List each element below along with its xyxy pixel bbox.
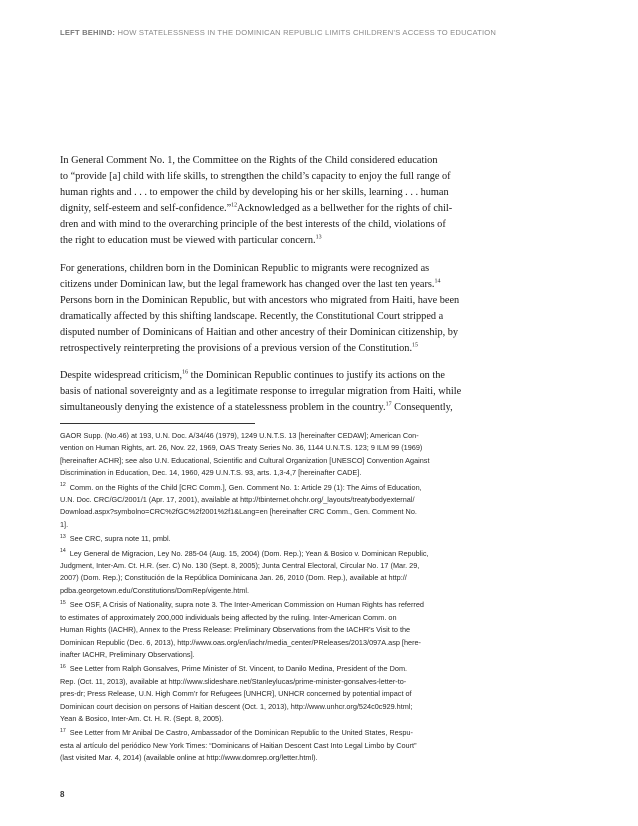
text-line [60,233,590,249]
footnote-line: to estimates of approximately 200,000 individuals being affected by the ruling. Inter-American Comm. on [60,612,397,622]
footnote-line: inafter IACHR, Preliminary Observations]. [60,649,195,659]
footnote-line: Dominican Republic (Dec. 6, 2013), http://www.oas.org/en/iachr/media_center/PReleases/2013/097A.asp [here- [60,637,421,647]
text-segment: citizens under Dominican law, but the legal framework has changed over the last ten years. [60,278,435,290]
footnote-number: 14 [60,548,66,555]
text-segment: the Dominican Republic continues to justify its actions on the [188,370,445,382]
paragraph-1 [60,153,590,250]
text-line: dramatically affected by this shifting landscape. Recently, the Constitutional Court stripped a [60,310,444,322]
text-line [60,277,590,293]
footnote-15 [60,599,590,661]
footnote-divider [60,423,255,424]
footnote-number: 12 [60,482,66,489]
footnote-line: U.N. Doc. CRC/GC/2001/1 (Apr. 17, 2001), available at http://tbinternet.ohchr.org/_layouts/treatybodyexternal/ [60,495,415,505]
footnote-line: esta al artículo del periódico New York Times: “Dominicans of Haitian Descent Cast Into Legal Limbo by Court” [60,740,417,750]
footnote-14 [60,548,590,598]
footnote-line [60,727,590,739]
text-line [60,368,590,384]
text-line [60,201,590,217]
text-line: dren and with mind to the overarching principle of the best interests of the child, violations of [60,219,446,231]
footnote-text: See Letter from Mr Anibal De Castro, Ambassador of the Dominican Republic to the United States, Respu- [69,728,413,738]
body-text [60,153,590,427]
text-line: human rights and . . . to empower the child by developing his or her skills, learning . . . human [60,187,449,199]
footnote-number: 13 [60,533,66,540]
footnote-ref: 12 [231,202,238,209]
footnote-line [60,482,590,494]
footnote-line: Judgment, Inter-Am. Ct. H.R. (ser. C) No. 130 (Sept. 8, 2005); Junta Central Electoral, Circular No. 17 (Mar. 29, [60,561,420,571]
text-segment: Acknowledged as a bellwether for the rights of chil- [237,203,453,215]
footnote-line: Rep. (Oct. 11, 2013), available at http://www.slideshare.net/Stanleylucas/prime-minister-gonsalves-letter-to- [60,676,407,686]
footnote-line [60,533,590,545]
text-line: disputed number of Dominicans of Haitian and other ancestry of their Dominican citizenship, by [60,326,459,338]
text-segment: retrospectively reinterpreting the provisions of a previous version of the Constitution. [60,343,413,355]
text-segment: Despite widespread criticism, [60,370,183,382]
text-line: Persons born in the Dominican Republic, but with ancestors who migrated from Haiti, have been [60,294,460,306]
running-header-title: HOW STATELESSNESS IN THE DOMINICAN REPUBLIC LIMITS CHILDREN’S ACCESS TO EDUCATION [115,28,497,37]
footnote-text: See Letter from Ralph Gonsalves, Prime Minister of St. Vincent, to Danilo Medina, President of the Dom. [69,664,408,674]
footnote-line: 1]. [60,519,69,529]
text-line: For generations, children born in the Dominican Republic to migrants were recognized as [60,262,430,274]
footnote-text: Ley General de Migracion, Ley No. 285-04 (Aug. 15, 2004) (Dom. Rep.); Yean & Bosico v. Dominican Republic, [69,548,429,558]
footnote-number: 16 [60,663,66,670]
footnote-line: Download.aspx?symbolno=CRC%2fGC%2f2001%2f1&Lang=en [hereinafter CRC Comm., Gen. Comment No. [60,507,417,517]
footnote-continuation [60,430,590,480]
footnote-text: See CRC, supra note 11, pmbl. [69,534,171,544]
footnote-line: [hereinafter ACHR]; see also U.N. Educational, Scientific and Cultural Organization [UNESCO] Convention Against [60,455,430,465]
footnote-line: Yean & Bosico, Inter-Am. Ct. H. R. (Sept. 8, 2005). [60,713,224,723]
text-line: basis of national sovereignty and as a legitimate response to irregular migration from Haiti, while [60,386,462,398]
footnote-line: 2007) (Dom. Rep.); Constitución de la República Dominicana Jan. 26, 2010 (Dom. Rep.), available at http:// [60,573,407,583]
footnote-line [60,548,590,560]
running-header-bold: LEFT BEHIND: [60,28,116,37]
footnote-text: Comm. on the Rights of the Child [CRC Comm.], Gen. Comment No. 1: Article 29 (1): The Aims of Education, [69,482,422,492]
footnote-ref: 14 [434,278,441,285]
text-segment: simultaneously denying the existence of a statelessness problem in the country. [60,402,386,414]
footnote-line: pres-dr; Press Release, U.N. High Comm’r for Refugees [UNHCR], UNHCR concerned by potential impact of [60,689,412,699]
footnote-number: 15 [60,599,66,606]
text-line [60,341,590,357]
footnote-text: See OSF, A Crisis of Nationality, supra note 3. The Inter-American Commission on Human Rights has referred [69,600,424,610]
footnote-ref: 13 [315,235,322,242]
footnote-line: Dominican court decision on persons of Haitian descent (Oct. 1, 2013), http://www.unhcr.org/524c0c929.html; [60,701,413,711]
page-number: 8 [60,790,65,799]
text-segment: the right to education must be viewed with particular concern. [60,235,316,247]
footnote-13 [60,533,590,545]
footnote-ref: 17 [385,401,392,408]
text-segment: dignity, self-esteem and self-confidence.” [60,203,232,215]
footnote-ref: 16 [182,369,189,376]
text-line: In General Comment No. 1, the Committee on the Rights of the Child considered education [60,155,438,166]
footnote-ref: 15 [412,342,419,349]
footnote-line: GAOR Supp. (No.46) at 193, U.N. Doc. A/34/46 (1979), 1249 U.N.T.S. 13 [hereinafter CEDAW]; American Con- [60,431,419,440]
footnote-line: vention on Human Rights, art. 26, Nov. 22, 1969, OAS Treaty Series No. 36, 1144 U.N.T.S. 123; 9 ILM 99 (1969) [60,443,423,453]
footnote-17 [60,727,590,764]
footnote-12 [60,482,590,532]
paragraph-2 [60,261,590,358]
footnote-line [60,663,590,675]
footnote-line: pdba.georgetown.edu/Constitutions/DomRep/vigente.html. [60,585,250,595]
footnote-line: (last visited Mar. 4, 2014) (available online at http://www.domrep.org/letter.html). [60,753,318,763]
footnote-line [60,599,590,611]
footnote-line: Human Rights (IACHR), Annex to the Press Release: Preliminary Observations from the IACHR’s Visit to the [60,625,411,635]
paragraph-3 [60,368,590,416]
footnote-number: 17 [60,727,66,734]
running-header [60,28,600,37]
text-line [60,400,590,416]
footnotes [60,430,590,767]
text-segment: Consequently, [391,402,453,414]
text-line: to “provide [a] child with life skills, to strengthen the child’s capacity to enjoy the full range of [60,171,451,183]
footnote-line: Discrimination in Education, Dec. 14, 1960, 429 U.N.T.S. 93, arts. 1,3-4,7 [hereinafter CADE]. [60,468,362,478]
footnote-16 [60,663,590,725]
